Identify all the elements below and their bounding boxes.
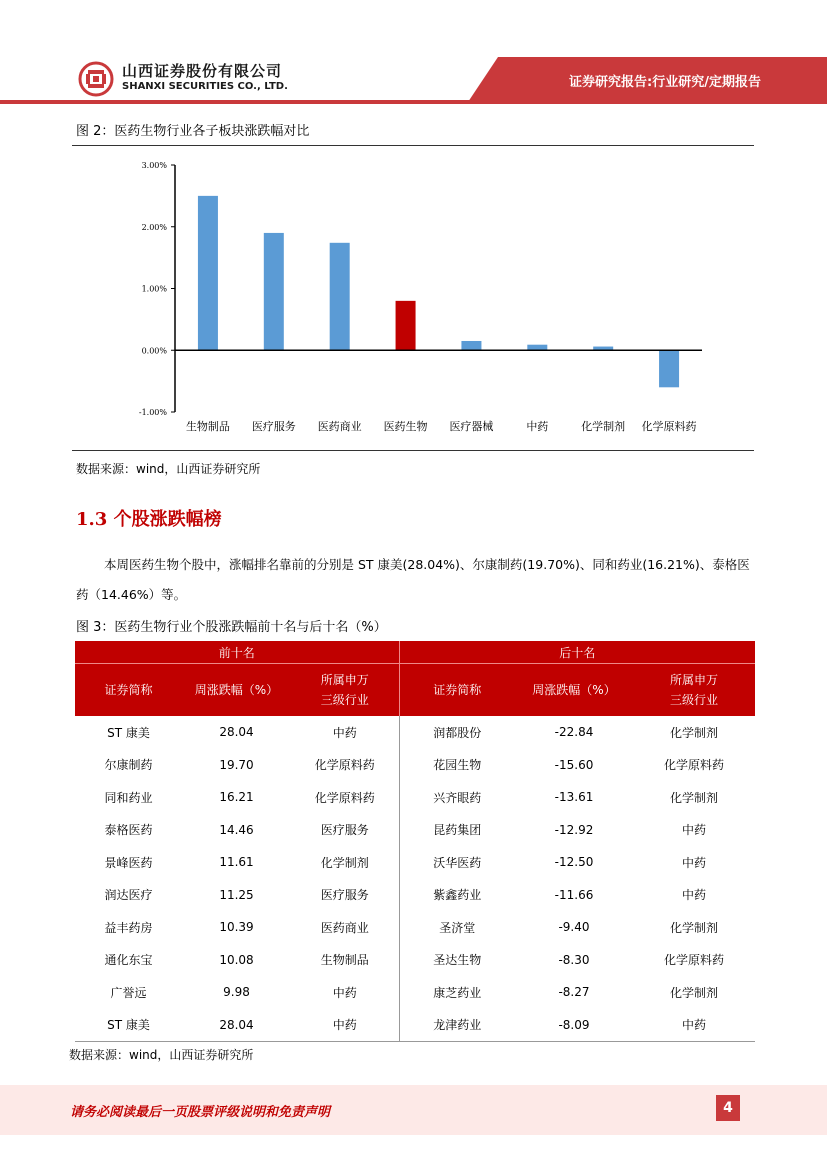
bar-5 [527,345,547,351]
table-row [75,1009,755,1042]
table-cell-top-name: 景峰医药 [104,855,153,870]
table-cell-top-ind: 化学原料药 [291,781,399,814]
x-tick-label: 医药商业 [317,420,362,433]
bar-0 [198,196,218,350]
table-cell-bot-ind: 化学原料药 [663,953,724,968]
table-cell-top-change: 14.46 [219,822,254,837]
table-cell-top-name: 同和药业 [104,790,153,805]
table-cell-top-name: 尔康制药 [104,758,153,773]
x-tick-label: 化学原料药 [641,420,697,433]
table-cell-bot-name: 润都股份 [433,725,482,740]
company-logo-icon [78,61,114,97]
table-cell-bot-ind: 中药 [681,855,706,870]
table-cell-top-ind: 医药商业 [291,911,399,944]
col-header-industry-line1: 所属申万 [669,673,718,687]
table-cell-top-name: ST 康美 [107,725,150,740]
table-cell-top-ind: 中药 [291,1009,399,1042]
table-cell-bot-change: -12.92 [554,822,594,837]
table-cell-bot-name: 昆药集团 [433,823,482,838]
table-cell-top-ind: 化学制剂 [291,846,399,879]
table-cell-bot-change: -9.40 [558,920,590,935]
table-cell-top-name: 润达医疗 [104,888,153,903]
section-paragraph: 本周医药生物个股中，涨幅排名靠前的分别是 ST 康美(28.04%)、尔康制药(19.70%)、同和药业(16.21%)、泰格医药（14.46%）等。 [76,557,750,602]
x-tick-label: 医疗器械 [449,420,494,433]
figure2-source: 数据来源：wind，山西证券研究所 [76,462,261,476]
table-row [75,846,755,879]
col-header-name: 证券简称 [399,664,515,717]
x-tick-label: 医疗服务 [251,420,296,433]
report-type-title: 证券研究报告:行业研究/定期报告 [569,75,761,90]
table-row [75,944,755,977]
figure2-top-rule [72,145,754,146]
group-header-bottom: 后十名 [399,641,755,664]
bar-1 [264,233,284,350]
table-cell-bot-name: 紫鑫药业 [433,888,482,903]
group-header-top: 前十名 [75,641,399,664]
table-cell-top-change: 16.21 [219,790,254,805]
table-cell-bot-ind: 化学制剂 [669,985,718,1000]
table-cell-top-name: ST 康美 [75,1009,182,1042]
table-cell-bot-ind: 化学原料药 [663,758,724,773]
table-cell-top-name: 广誉远 [110,985,147,1000]
company-name-en: SHANXI SECURITIES CO., LTD. [122,81,288,92]
y-tick-label: 1.00% [141,284,167,294]
x-tick-label: 生物制品 [185,420,230,433]
table-cell-bot-name: 康芝药业 [433,985,482,1000]
table-cell-top-change: 9.98 [223,985,250,1000]
table-cell-bot-ind: 中药 [681,823,706,838]
table-cell-top-change: 11.61 [219,855,254,870]
table-cell-top-ind: 医疗服务 [291,879,399,912]
figure3-source: 数据来源：wind，山西证券研究所 [69,1048,254,1062]
table-cell-bot-name: 圣济堂 [439,920,476,935]
table-cell-top-ind: 生物制品 [291,944,399,977]
figure2-bottom-rule [72,450,754,451]
table-cell-top-ind: 中药 [291,716,399,749]
y-tick-label: -1.00% [138,408,167,417]
col-header-industry-line2: 三级行业 [669,693,718,707]
table-cell-top-name: 益丰药房 [104,920,153,935]
table-row [75,976,755,1009]
bar-7 [659,350,679,387]
table-cell-bot-ind: 中药 [633,1009,755,1042]
table-cell-top-change: 19.70 [219,757,254,772]
page-number: 4 [716,1095,740,1121]
table-row [75,911,755,944]
table-cell-bot-change: -11.66 [554,887,594,902]
table-cell-top-name: 通化东宝 [104,953,153,968]
table-cell-bot-name: 圣达生物 [433,953,482,968]
table-cell-bot-ind: 化学制剂 [669,920,718,935]
col-header-industry-line2: 三级行业 [320,693,369,707]
x-tick-label: 中药 [526,420,549,433]
stock-ranking-table [75,641,755,1042]
table-cell-bot-ind: 中药 [681,888,706,903]
table-cell-top-name: 泰格医药 [104,823,153,838]
table-cell-top-change: 28.04 [219,725,254,740]
x-tick-label: 医药生物 [383,420,428,433]
table-row [75,879,755,912]
figure3-title: 图 3：医药生物行业个股涨跌幅前十名与后十名（%） [76,620,387,635]
bar-2 [330,243,350,350]
x-tick-label: 化学制剂 [581,420,626,433]
table-cell-top-change: 10.08 [219,952,254,967]
table-cell-bot-change: -12.50 [554,855,594,870]
figure2-title: 图 2：医药生物行业各子板块涨跌幅对比 [76,124,310,139]
col-header-industry-line1: 所属申万 [320,673,369,687]
table-cell-bot-change: -8.30 [558,952,590,967]
table-row [75,716,755,749]
table-cell-bot-change: -22.84 [554,725,594,740]
table-row [75,814,755,847]
table-cell-top-ind: 中药 [291,976,399,1009]
y-tick-label: 2.00% [141,222,167,232]
col-header-industry [633,664,755,717]
bar-3 [396,301,416,350]
table-row [75,781,755,814]
y-tick-label: 3.00% [141,161,167,170]
table-cell-bot-change: -8.27 [558,985,590,1000]
table-cell-bot-name: 兴齐眼药 [433,790,482,805]
table-row [75,749,755,782]
y-tick-label: 0.00% [141,346,167,356]
table-cell-top-change: 28.04 [182,1009,291,1042]
bar-chart [72,150,754,445]
table-cell-bot-ind: 化学制剂 [669,725,718,740]
col-header-industry [291,664,399,717]
table-cell-bot-name: 沃华医药 [433,855,482,870]
table-cell-top-change: 11.25 [219,887,254,902]
col-header-change: 周涨跌幅（%） [182,664,291,717]
table-cell-bot-change: -8.09 [515,1009,633,1042]
table-cell-top-ind: 化学原料药 [291,749,399,782]
disclaimer-note: 请务必阅读最后一页股票评级说明和免责声明 [70,1105,331,1120]
table-cell-bot-name: 花园生物 [433,758,482,773]
table-cell-bot-change: -15.60 [554,757,594,772]
bar-4 [461,341,481,350]
company-name-cn: 山西证券股份有限公司 [122,62,283,80]
table-cell-bot-ind: 化学制剂 [669,790,718,805]
section-title: 1.3 个股涨跌幅榜 [76,509,222,530]
table-cell-top-ind: 医疗服务 [291,814,399,847]
table-cell-top-change: 10.39 [219,920,254,935]
col-header-change: 周涨跌幅（%） [515,664,633,717]
table-cell-bot-change: -13.61 [554,790,594,805]
header-rule [0,100,827,104]
col-header-name: 证券简称 [75,664,182,717]
table-cell-bot-name: 龙津药业 [399,1009,515,1042]
